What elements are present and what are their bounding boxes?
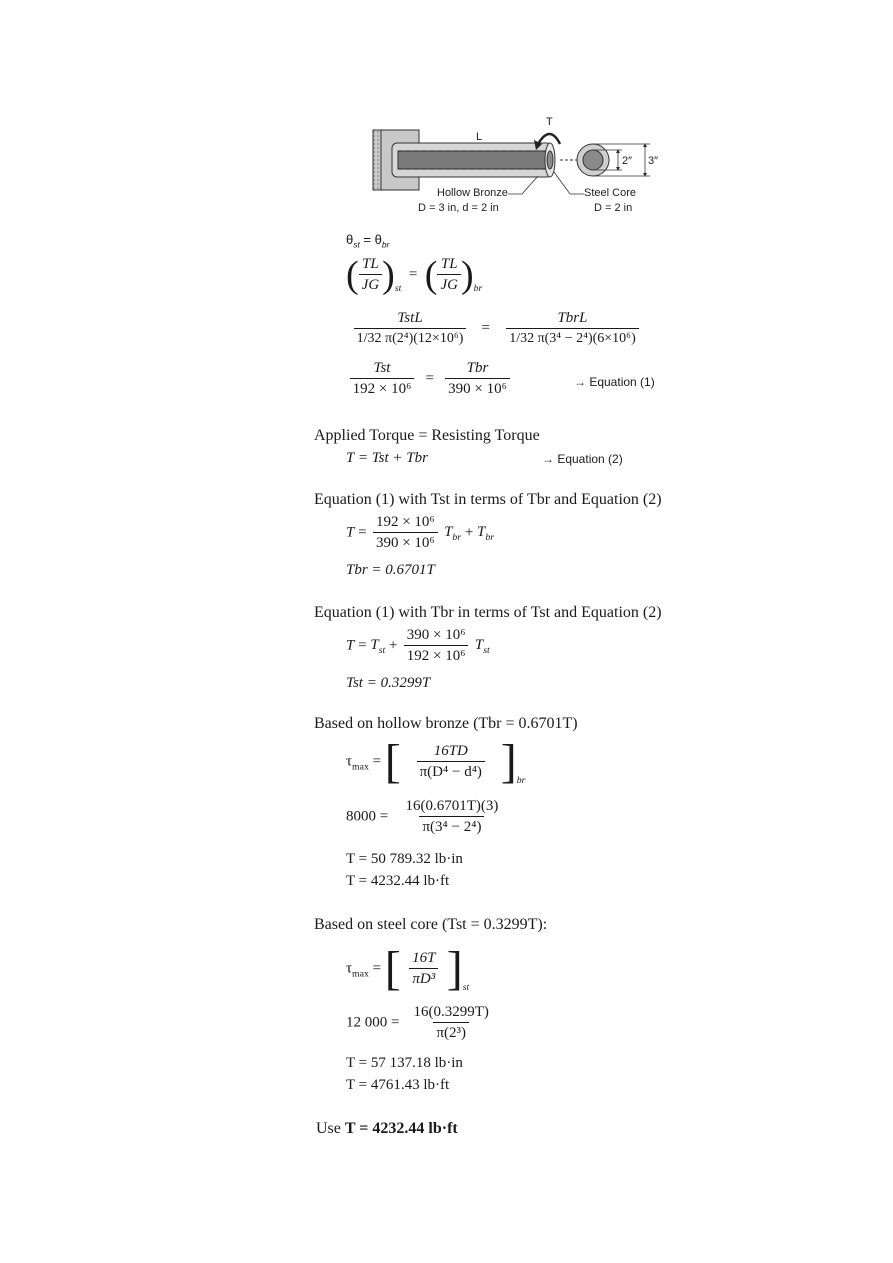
bronze-subst-den: π(3⁴ − 2⁴) xyxy=(419,816,484,836)
steel-core xyxy=(398,151,548,169)
section-tst-eq: $T = T_{st}$ + $\frac{\text{390 × 10⁶}}{\text{192 × 10⁶}}$ $T_{st}$ xyxy=(346,627,490,664)
length-label: L xyxy=(476,131,483,143)
section-tbr-num: 192 × 10⁶ xyxy=(375,514,435,530)
section-tst-result: Tst = 0.3299T xyxy=(346,675,431,691)
compat-line3-right-num: TbrL xyxy=(557,310,588,326)
compat-line3-left-den: 1/32 π(2⁴)(12×10⁶) xyxy=(354,328,467,347)
steel-result2: T = 4761.43 lb·ft xyxy=(346,1077,450,1093)
compat-line4-left-num: Tst xyxy=(373,360,391,376)
steel-subst-num: 16(0.3299T) xyxy=(413,1004,489,1020)
steel-name: Steel Core xyxy=(584,187,636,199)
steel-subst-den: π(2³) xyxy=(433,1022,469,1042)
wall-hatch xyxy=(373,130,381,190)
compat-line2-left-num: TL xyxy=(362,256,379,272)
compat-line2-right-den: JG xyxy=(437,274,461,294)
section-tst-num: 390 × 10⁶ xyxy=(406,627,466,643)
bronze-heading: Based on hollow bronze (Tbr = 0.6701T) xyxy=(314,715,578,732)
compat-line4-right-den: 390 × 10⁶ xyxy=(445,378,510,398)
section-tbr-result: Tbr = 0.6701T xyxy=(346,562,435,578)
steel-formula-den: πD³ xyxy=(409,968,438,988)
equation1-note: → Equation (1) xyxy=(574,375,655,389)
bronze-subst: 8000 = $\frac{16(0.6701T)(3)}{\text{π(3⁴ − 2⁴)}}$ xyxy=(346,798,512,836)
compat-line4-right-num: Tbr xyxy=(466,360,489,376)
bronze-formula-den: π(D⁴ − d⁴) xyxy=(417,761,485,781)
compat-line1: $\theta_{st} = \theta_{br}$ xyxy=(346,232,390,250)
section-tbr-den: 390 × 10⁶ xyxy=(373,532,438,552)
compat-line3-right-den: 1/32 π(3⁴ − 2⁴)(6×10⁶) xyxy=(506,328,639,347)
steel-subst: 12 000 = $\frac{16(0.3299T)}{\text{π(2³)}}$ xyxy=(346,1004,499,1042)
torque-label: T xyxy=(546,116,553,128)
compat-line2-left-den: JG xyxy=(359,274,383,294)
compat-line2: ( $\frac{TL}{JG}$ ) $_{st}$ = ( $\frac{TL}{JG}$ ) $_{br}$ xyxy=(346,254,483,296)
bronze-result2: T = 4232.44 lb·ft xyxy=(346,873,450,889)
steel-heading: Based on steel core (Tst = 0.3299T): xyxy=(314,916,548,933)
section-tbr-heading: Equation (1) with Tst in terms of Tbr and Equation (2) xyxy=(314,491,662,508)
bronze-result1: T = 50 789.32 lb·in xyxy=(346,851,463,867)
steel-dims: D = 2 in xyxy=(594,202,633,214)
applied-eq: T = Tst + Tbr xyxy=(346,450,428,466)
steel-result1: T = 57 137.18 lb·in xyxy=(346,1055,463,1071)
compat-line4-left-den: 192 × 10⁶ xyxy=(350,378,415,398)
steel-formula: $\tau_{max}$ = [ $\frac{16T}{\text{πD³}}$ ] $_{st}$ xyxy=(346,942,470,995)
bronze-subst-num: 16(0.6701T)(3) xyxy=(405,798,499,814)
compat-line4: $\frac{\text{Tst}}{\text{192 × 10⁶}}$ = $\frac{\text{Tbr}}{\text{390 × 10⁶}}$ xyxy=(346,360,513,398)
applied-heading: Applied Torque = Resisting Torque xyxy=(314,427,540,444)
compat-line3: $\frac{\text{TstL}}{\text{1/32 π(2⁴)(12×10⁶)}}$ = $\frac{\text{TbrL}}{\text{1/32 π(3⁴ − 2⁴)(6×10⁶)}}$ xyxy=(346,310,647,347)
cross-section-inner xyxy=(583,150,603,170)
section-tbr-eq: T = $\frac{\text{192 × 10⁶}}{\text{390 × 10⁶}}$ $T_{br} + T_{br}$ xyxy=(346,514,495,551)
section-tst-heading: Equation (1) with Tbr in terms of Tst and Equation (2) xyxy=(314,604,662,621)
bronze-name: Hollow Bronze xyxy=(437,187,508,199)
shaft-figure xyxy=(360,110,670,220)
compat-line3-left-num: TstL xyxy=(397,310,423,326)
bronze-subst-left: 8000 xyxy=(346,808,376,825)
compat-line2-right-num: TL xyxy=(440,256,458,272)
conclusion-prefix: Use xyxy=(316,1120,341,1137)
bronze-formula: $\tau_{max}$ = [ $\frac{16TD}{\text{π(D⁴ − d⁴)}}$ ] $_{br}$ xyxy=(346,735,526,788)
equation2-note: → Equation (2) xyxy=(542,452,623,466)
section-tst-den: 192 × 10⁶ xyxy=(404,645,469,665)
conclusion-value: T = 4232.44 lb·ft xyxy=(344,1120,458,1137)
steel-formula-num: 16T xyxy=(412,950,436,966)
dim-outer: 3″ xyxy=(648,155,659,167)
bronze-dims: D = 3 in, d = 2 in xyxy=(418,202,499,214)
dim-inner: 2″ xyxy=(622,155,633,167)
bronze-formula-num: 16TD xyxy=(433,743,468,759)
conclusion xyxy=(316,1120,458,1138)
steel-subst-left: 12 000 xyxy=(346,1014,388,1031)
